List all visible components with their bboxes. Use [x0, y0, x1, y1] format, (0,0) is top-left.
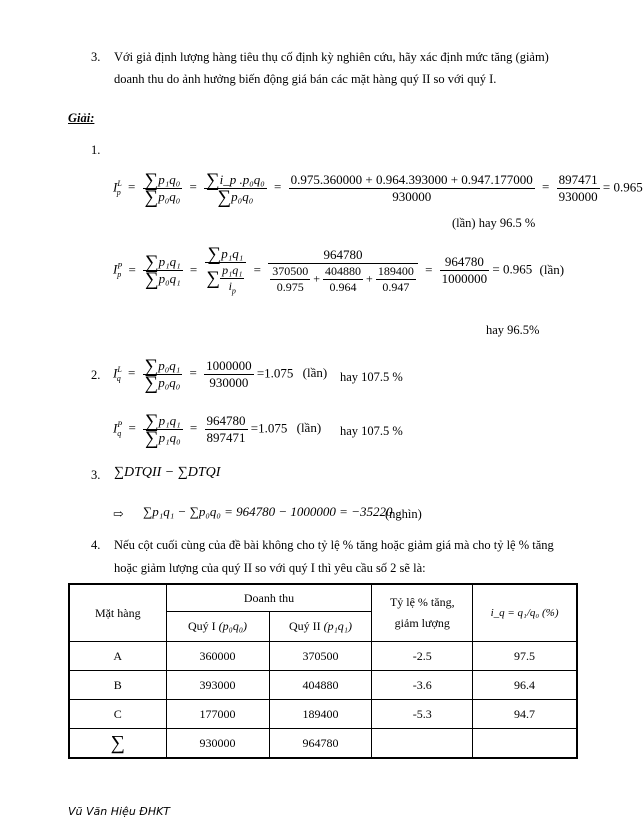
item-text-line: doanh thu do ảnh hưởng biến động giá bán các mặt hàng quý II so với quý I. [114, 72, 497, 86]
numerator: p₁q₁ [158, 413, 181, 428]
unit: (lần) [296, 420, 322, 436]
table-row [69, 671, 577, 700]
result: =1.075 [256, 365, 294, 381]
numerator: p₁q₁ [158, 254, 181, 270]
unit: (lần) [302, 365, 328, 381]
result-note: hay 107.5 % [340, 370, 403, 384]
denominator: p₀q₀ [231, 189, 254, 204]
part-number: 1. [91, 143, 101, 157]
fraction [204, 358, 254, 391]
fraction: $\frac{\text{∑p₀q₁}}{\text{∑p₀q₀}}$ [144, 356, 181, 394]
fraction: ∑p₁q₁ ∑ $\frac{\text{p₁q₁}}{i_p}$ [205, 246, 247, 295]
denominator: p₀q₁ [158, 271, 181, 287]
index-sub: p [117, 270, 122, 280]
term-numerator: 370500 [272, 263, 309, 278]
table-row [69, 642, 577, 671]
item-text-line: Với giả định lượng hàng tiêu thụ cố định kỳ nghiên cứu, hãy xác định mức tăng (giảm) [114, 50, 549, 64]
item-text [114, 536, 614, 577]
denominator: p₀q₀ [158, 189, 181, 204]
fraction: $\frac{\text{∑p₁q₁}}{\text{∑p₁q₀}}$ [145, 411, 181, 449]
cell-q1: 177000 [166, 700, 269, 729]
denominator: 930000 [392, 189, 432, 204]
sum-symbol: ∑ [69, 729, 166, 759]
cell-rate: -2.5 [372, 642, 473, 671]
cell-q2: 370500 [269, 642, 372, 671]
item-text-line: hoặc giảm lượng của quý II so với quý I thì yêu cầu số 2 sẽ là: [114, 561, 426, 575]
result-note: hay 96.5% [486, 323, 540, 337]
item-text-line: Nếu cột cuối cùng của đề bài không cho tỷ lệ % tăng hoặc giảm giá mà cho tỷ lệ % tăng [114, 538, 554, 552]
header-q2-symbol: (p₁q₁) [323, 619, 352, 634]
denominator: p₁q₀ [158, 430, 181, 445]
cell-iq: 94.7 [473, 700, 577, 729]
fraction: $\frac{\text{∑p₁q₀}}{\text{∑p₀q₀}}$ [144, 170, 181, 208]
header-q2 [269, 612, 372, 642]
footer-author: Vũ Văn Hiệu ĐHKT [68, 805, 171, 818]
result: =1.075 [250, 420, 288, 436]
item-number: 4. [91, 538, 101, 552]
term-denominator: 0.947 [382, 279, 410, 294]
term-denominator: 0.975 [276, 279, 304, 294]
header-rate-line: Tỷ lệ % tăng, [389, 595, 455, 609]
cell-iq: 96.4 [473, 671, 577, 700]
term-numerator: 189400 [377, 263, 414, 278]
header-item: Mặt hàng [69, 584, 166, 642]
index-sup: P [117, 261, 123, 271]
part-number: 2. [91, 368, 101, 382]
formula-ipl: $I^L_p$ = $\frac{\text{∑p₁q₀}}{\text{∑p₀q₀}}$ = $\frac{\text{∑i\_p .p₀q₀}}{\text{∑p₀q₀}}$ = $\frac{0.975.360000 + 0.964.393000 + 0.947.177000}{930000}$ = $\frac{897471}{930000}$ = 0.965 [113, 170, 643, 208]
numerator: 964780 [206, 413, 246, 428]
difference-calc: ∑p₁q₁ − ∑p₀q₀ = 964780 − 1000000 = −35220 [143, 504, 393, 519]
index-sup: L [117, 179, 122, 189]
numerator: p₁q₁ [221, 246, 244, 261]
cell-q2: 404880 [269, 671, 372, 700]
numerator: 964780 [440, 254, 490, 271]
fraction [289, 172, 535, 205]
cell-q2: 189400 [269, 700, 372, 729]
cell-item: B [69, 671, 166, 700]
numerator: 1000000 [206, 358, 252, 373]
table-header-row [69, 584, 577, 612]
fraction: $\frac{\text{∑p₁q₁}}{\text{∑p₀q₁}}$ [145, 252, 181, 291]
cell-item: C [69, 700, 166, 729]
item-text [114, 48, 614, 88]
header-iq: i_q = q₁/q₀ (%) [473, 584, 577, 642]
unit: (nghìn) [385, 507, 422, 521]
result: = 0.965 [492, 261, 533, 277]
fraction: $\frac{\text{∑i\_p .p₀q₀}}{\text{∑p₀q₀}}$ [206, 170, 265, 208]
formula-iqp: $I^P_q$ = $\frac{\text{∑p₁q₁}}{\text{∑p₁q₀}}$ = $\frac{964780}{897471}$ =1.075 (lần) [113, 411, 322, 449]
cell-iq: 97.5 [473, 642, 577, 671]
numerator: p₁q₀ [158, 172, 181, 187]
header-revenue: Doanh thu [166, 584, 372, 612]
denominator: 897471 [206, 430, 246, 445]
header-q2-label: Quý II [288, 619, 321, 634]
cell-item: A [69, 642, 166, 671]
header-q1 [166, 612, 269, 642]
numerator: 0.975.360000 + 0.964.393000 + 0.947.177000 [290, 172, 533, 187]
index-symbol: I [113, 179, 118, 195]
fraction [205, 413, 248, 446]
formula-iql: $I^L_q$ = $\frac{\text{∑p₀q₁}}{\text{∑p₀q₀}}$ = $\frac{1000000}{930000}$ =1.075 (lần) [113, 356, 328, 394]
header-rate [372, 584, 473, 642]
item-number: 3. [91, 50, 101, 64]
fraction [440, 254, 490, 287]
cell-iq-total [473, 729, 577, 759]
result: = 0.965 [602, 179, 643, 195]
index-symbol: I [113, 261, 118, 277]
part-number: 3. [91, 468, 101, 482]
header-q1-symbol: (p₀q₀) [218, 619, 248, 634]
cell-q1: 393000 [166, 671, 269, 700]
result-note: hay 107.5 % [340, 424, 403, 438]
denominator: 930000 [558, 189, 598, 204]
header-q1-label: Quý I [188, 619, 216, 634]
fraction: 964780 $\frac{370500}{0.975}$ + $\frac{404880}{0.964}$ + $\frac{189400}{0.947}$ [268, 247, 418, 295]
cell-q1: 360000 [166, 642, 269, 671]
header-rate-line: giảm lượng [394, 616, 450, 630]
revenue-table [68, 583, 578, 759]
cell-rate: -3.6 [372, 671, 473, 700]
index-sub: q [117, 429, 122, 439]
cell-rate: -5.3 [372, 700, 473, 729]
table-row [69, 700, 577, 729]
table-total-row [69, 729, 577, 759]
numerator: 897471 [558, 172, 598, 187]
numerator: p₀q₁ [158, 358, 181, 373]
numerator: p₁q₁ [222, 263, 243, 277]
cell-q2-total: 964780 [269, 729, 372, 759]
fraction [557, 172, 600, 205]
index-sub: q [116, 374, 121, 384]
cell-q1-total: 930000 [166, 729, 269, 759]
solution-heading: Giải: [68, 111, 95, 125]
numerator: 964780 [268, 247, 418, 264]
term-denominator: 0.964 [329, 279, 357, 294]
term-numerator: 404880 [325, 263, 362, 278]
index-sub: p [116, 188, 121, 198]
denominator: 1000000 [441, 271, 488, 287]
difference-expression: ∑DTQII − ∑DTQI [114, 465, 221, 480]
cell-rate-total [372, 729, 473, 759]
result-note: (lần) hay 96.5 % [452, 216, 536, 230]
formula-ipp: $I^P_p$ = $\frac{\text{∑p₁q₁}}{\text{∑p₀q₁}}$ = ∑p₁q₁ ∑ $\frac{\text{p₁q₁}}{i_p}$ = 964780 $\frac{370500}{0.975}$ + $\frac{404880}{0.964}$ + $\frac{189400}{0.947}$ = $\frac{964780}{1000000}$ = 0.965 (lần) [113, 244, 565, 296]
index-sup: L [117, 365, 122, 375]
unit: (lần) [539, 261, 565, 277]
denominator: p₀q₀ [158, 375, 181, 390]
denominator: 930000 [209, 375, 249, 390]
implies-arrow: ⇨ [113, 507, 124, 521]
index-sup: P [117, 420, 123, 430]
numerator: i_p .p₀q₀ [219, 172, 265, 187]
